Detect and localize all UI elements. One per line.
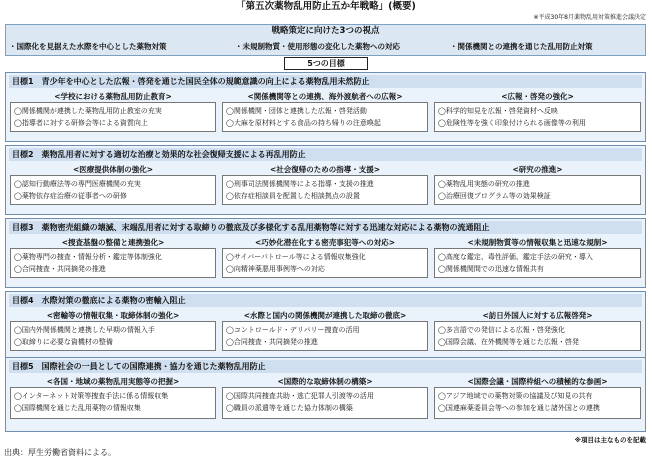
goal-5-col-3-list xyxy=(434,387,641,419)
goal-2-title: 目標2 薬物乱用者に対する適切な治療と効果的な社会復帰支援による再乱用防止 xyxy=(9,148,642,161)
viewpoint-1: ・国際化を見据えた水際を中心とした薬物対策 xyxy=(9,42,167,51)
list-item: ◯向精神薬悪用事例等への対応 xyxy=(226,265,325,273)
list-item: ◯指導者に対する研修会等による資質向上 xyxy=(14,119,148,127)
goal-3-col-1-list xyxy=(10,248,216,278)
goal-5-title: 目標5 国際社会の一員としての国際連携・協力を通じた薬物乱用防止 xyxy=(9,360,642,373)
list-item: ◯国際共同捜査共助・逃亡犯罪人引渡等の活用 xyxy=(226,392,374,400)
goal-4-col-3-heading: <訪日外国人に対する広報啓発> xyxy=(482,311,593,320)
strategy-heading: 戦略策定に向けた3つの視点 xyxy=(271,26,380,36)
goal-1-title: 目標1 青少年を中心とした広報・啓発を通じた国民全体の規範意識の向上による薬物乱用未然防止 xyxy=(9,75,642,88)
goals-header: 5つの目標 xyxy=(284,57,368,70)
list-item: ◯サイバーパトロール等による情報収集強化 xyxy=(226,253,366,261)
goal-1-col-1-heading: <学校における薬物乱用防止教育> xyxy=(54,92,172,101)
list-item: ◯インターネット対策等捜査手法に係る情報収集 xyxy=(14,392,169,400)
page-title: 「第五次薬物乱用防止五か年戦略」(概要) xyxy=(236,1,416,12)
goal-3-col-1-heading: <捜査基盤の整備と連携強化> xyxy=(61,238,165,247)
goal-3-col-2-heading: <巧妙化潜在化する密売事犯等への対応> xyxy=(254,238,396,247)
list-item: ◯国際会議、在外機関等を通じた広報・啓発 xyxy=(438,338,579,346)
goal-1-col-2-list xyxy=(222,102,428,132)
list-item: ◯科学的知見を広報・啓発資材へ反映 xyxy=(438,107,558,115)
goal-3-col-3-list xyxy=(434,248,641,278)
goal-5-col-1-list xyxy=(10,387,216,419)
list-item: ◯関係機関が連携した薬物乱用防止教室の充実 xyxy=(14,107,162,115)
goal-5-col-2-heading: <国際的な取締体制の構築> xyxy=(277,377,373,386)
approval-note: ※平成30年8月薬物乱用対策推進会議決定 xyxy=(533,14,646,21)
list-item: ◯国際機関を通じた乱用薬物の情報収集 xyxy=(14,404,141,412)
list-item: ◯大麻を原材料とする食品の持ち帰りの注意喚起 xyxy=(226,119,381,127)
list-item: ◯薬物依存症治療の従事者への研修 xyxy=(14,192,127,200)
list-item: ◯薬物乱用実態の研究の推進 xyxy=(438,180,530,188)
goal-3-col-3-heading: <未規制物質等の情報収集と迅速な規制> xyxy=(467,238,608,247)
list-item: ◯依存症相談員を配置した相談拠点の設置 xyxy=(226,192,360,200)
goal-5-panel xyxy=(5,357,646,432)
goal-1-panel xyxy=(5,72,646,142)
goal-2-col-2-heading: <社会復帰のための指導・支援> xyxy=(269,165,381,174)
source-note: 出典：厚生労働省資料による。 xyxy=(4,448,116,457)
goal-1-col-1-list xyxy=(10,102,216,132)
goal-1-col-2-heading: <関係機関等との連携、海外渡航者への広報> xyxy=(247,92,403,101)
list-item: ◯関係機関・団体と連携した広報・啓発活動 xyxy=(226,107,367,115)
goal-4-col-2-heading: <水際と国内の関係機関が連携した取締の徹底> xyxy=(243,311,407,320)
goal-3-col-2-list xyxy=(222,248,428,278)
list-item: ◯認知行動療法等の専門医療機関の充実 xyxy=(14,180,141,188)
strategy-viewpoints-box xyxy=(5,24,646,56)
viewpoint-3: ・関係機関との連携を通じた乱用防止対策 xyxy=(450,42,593,51)
viewpoint-2: ・未規制物質・使用形態の変化した薬物への対応 xyxy=(235,42,400,51)
list-item: ◯国連麻薬委員会等への参加を通じ諸外国との連携 xyxy=(438,404,600,412)
goal-2-col-3-heading: <研究の推進> xyxy=(512,165,563,174)
goal-5-col-2-list xyxy=(222,387,428,419)
list-item: ◯国内外関係機関と連携した早期の情報入手 xyxy=(14,326,155,334)
list-item: ◯合同捜査・共同摘発の推進 xyxy=(14,265,106,273)
goal-2-panel xyxy=(5,145,646,215)
goal-4-col-2-list xyxy=(222,321,428,351)
list-item: ◯職員の派遣等を通じた協力体制の構築 xyxy=(226,404,353,412)
goal-1-col-3-heading: <広報・啓発の強化> xyxy=(501,92,574,101)
list-item: ◯治療回復プログラム等の効果検証 xyxy=(438,192,551,200)
goal-4-panel xyxy=(5,291,646,361)
list-item: ◯刑事司法関係機関等による指導・支援の推進 xyxy=(226,180,374,188)
goal-2-col-1-heading: <医療提供体制の強化> xyxy=(72,165,154,174)
goal-4-col-1-heading: <密輸等の情報収集・取締体制の強化> xyxy=(46,311,180,320)
goal-4-col-1-list xyxy=(10,321,216,351)
goal-2-col-1-list xyxy=(10,175,216,205)
list-item: ◯薬物専門の捜査・情報分析・鑑定等体制強化 xyxy=(14,253,162,261)
goal-5-col-3-heading: <国際会議・国際枠組への積極的な参画> xyxy=(467,377,608,386)
goal-1-col-3-list xyxy=(434,102,641,132)
list-item: ◯アジア地域での薬物対策の協議及び知見の共有 xyxy=(438,392,593,400)
list-item: ◯関係機関間での迅速な情報共有 xyxy=(438,265,544,273)
goal-4-col-3-list xyxy=(434,321,641,351)
goal-3-title: 目標3 薬物密売組織の壊滅、末端乱用者に対する取締りの徹底及び多様化する乱用薬物等に対する迅速な対応による薬物の流通阻止 xyxy=(9,221,642,234)
goal-5-col-1-heading: <各国・地域の薬物乱用実態等の把握> xyxy=(46,377,180,386)
list-item: ◯コントロールド・デリバリー捜査の活用 xyxy=(226,326,360,334)
list-item: ◯合同捜査・共同摘発の推進 xyxy=(226,338,318,346)
goal-2-col-2-list xyxy=(222,175,428,205)
list-item: ◯高度な鑑定、毒性評価、鑑定手法の研究・導入 xyxy=(438,253,593,261)
list-item: ◯取締りに必要な資機材の整備 xyxy=(14,338,113,346)
goal-2-col-3-list xyxy=(434,175,641,205)
goal-3-panel xyxy=(5,218,646,288)
goal-4-title: 目標4 水際対策の徹底による薬物の密輸入阻止 xyxy=(9,294,642,307)
list-item: ◯多言語での発信による広報・啓発強化 xyxy=(438,326,565,334)
footnote: ※項目は主なものを記載 xyxy=(574,436,646,444)
list-item: ◯危険性等を強く印象付けられる画像等の利用 xyxy=(438,119,586,127)
